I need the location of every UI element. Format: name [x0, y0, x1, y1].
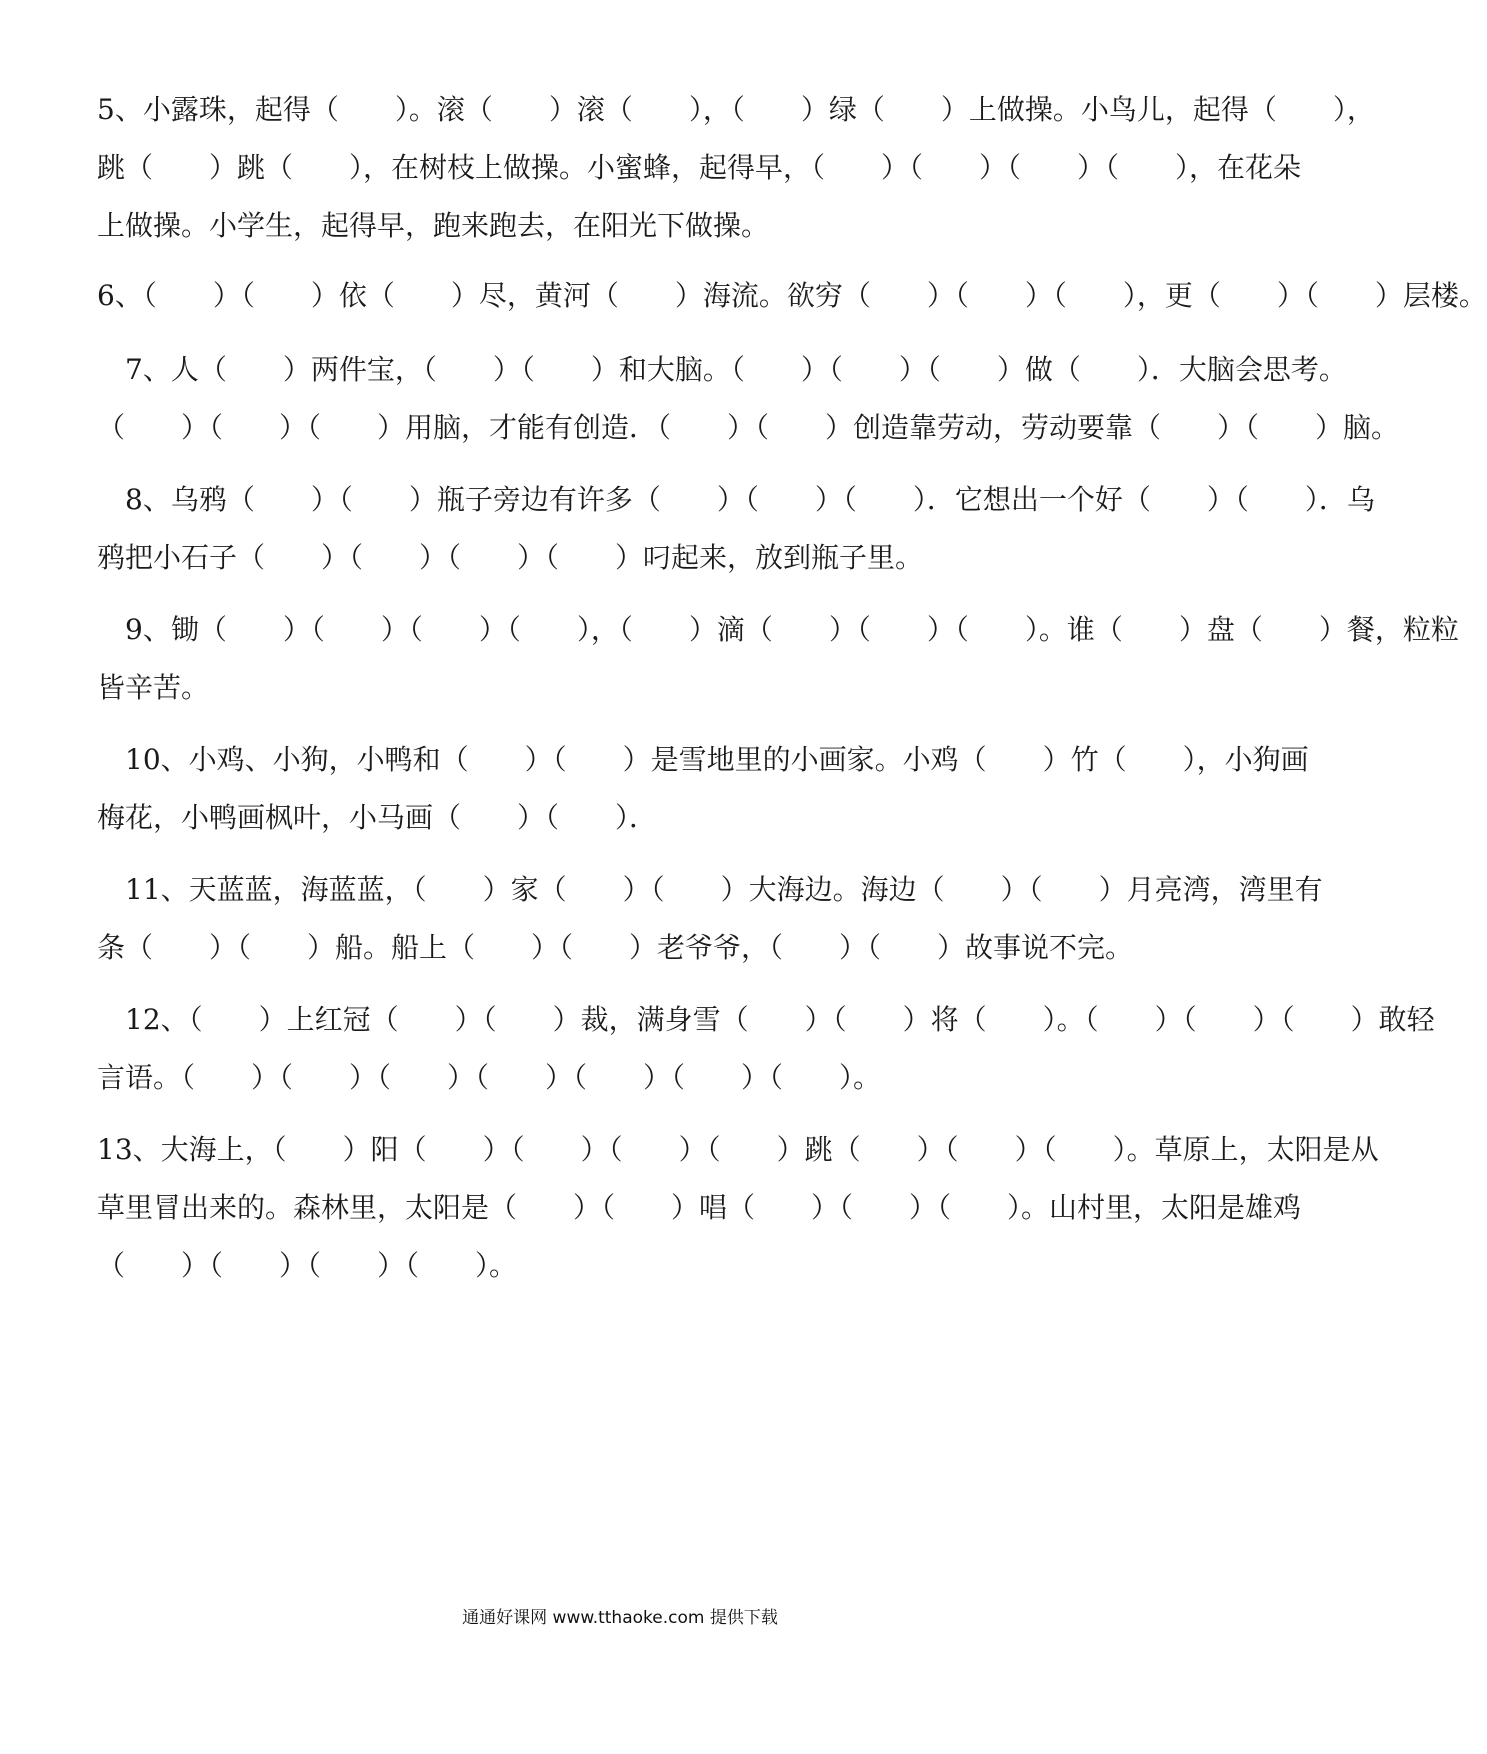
question-5-line-1: 5、小露珠，起得（ ）。滚（ ）滚（ ），（ ）绿（ ）上做操。小鸟儿，起得（ ）， — [97, 93, 1375, 126]
question-11-line-1: 11、天蓝蓝，海蓝蓝，（ ）家（ ）（ ）大海边。海边（ ）（ ）月亮湾，湾里有 — [97, 873, 1323, 906]
question-10-line-2: 梅花，小鸭画枫叶，小马画（ ）（ ）． — [97, 801, 658, 834]
question-9-line-1: 9、锄（ ）（ ）（ ）（ ），（ ）滴（ ）（ ）（ ）。谁（ ）盘（ ）餐，粒粒 — [97, 613, 1459, 646]
question-13-line-2: 草里冒出来的。森林里，太阳是（ ）（ ）唱（ ）（ ）（ ）。山村里，太阳是雄鸡 — [97, 1191, 1302, 1224]
question-6-line-1: 6、（ ）（ ）依（ ）尽，黄河（ ）海流。欲穷（ ）（ ）（ ），更（ ）（ ）层楼。 — [97, 279, 1487, 312]
question-5-line-2: 跳（ ）跳（ ），在树枝上做操。小蜜蜂，起得早，（ ）（ ）（ ）（ ），在花朵 — [97, 151, 1302, 184]
question-8-line-2: 鸦把小石子（ ）（ ）（ ）（ ）叼起来，放到瓶子里。 — [97, 541, 924, 574]
question-8-line-1: 8、乌鸦（ ）（ ）瓶子旁边有许多（ ）（ ）（ ）．它想出一个好（ ）（ ）．乌 — [97, 483, 1375, 516]
question-11-line-2: 条（ ）（ ）船。船上（ ）（ ）老爷爷，（ ）（ ）故事说不完。 — [97, 931, 1134, 964]
page-footer: 通通好课网 www.tthaoke.com 提供下载 — [462, 1608, 778, 1628]
question-12-line-1: 12、（ ）上红冠（ ）（ ）裁，满身雪（ ）（ ）将（ ）。（ ）（ ）（ ）敢轻 — [97, 1003, 1435, 1036]
question-7-line-2: （ ）（ ）（ ）用脑，才能有创造．（ ）（ ）创造靠劳动，劳动要靠（ ）（ ）脑。 — [97, 411, 1400, 444]
question-9-line-2: 皆辛苦。 — [97, 671, 210, 704]
question-7-line-1: 7、人（ ）两件宝，（ ）（ ）和大脑。（ ）（ ）（ ）做（ ）．大脑会思考。 — [97, 353, 1347, 386]
question-5-line-3: 上做操。小学生，起得早，跑来跑去，在阳光下做操。 — [97, 209, 770, 242]
question-13-line-1: 13、大海上，（ ）阳（ ）（ ）（ ）（ ）跳（ ）（ ）（ ）。草原上，太阳是从 — [97, 1133, 1379, 1166]
question-10-line-1: 10、小鸡、小狗，小鸭和（ ）（ ）是雪地里的小画家。小鸡（ ）竹（ ），小狗画 — [97, 743, 1309, 776]
question-13-line-3: （ ）（ ）（ ）（ ）。 — [97, 1249, 518, 1282]
question-12-line-2: 言语。（ ）（ ）（ ）（ ）（ ）（ ）（ ）。 — [97, 1061, 882, 1094]
